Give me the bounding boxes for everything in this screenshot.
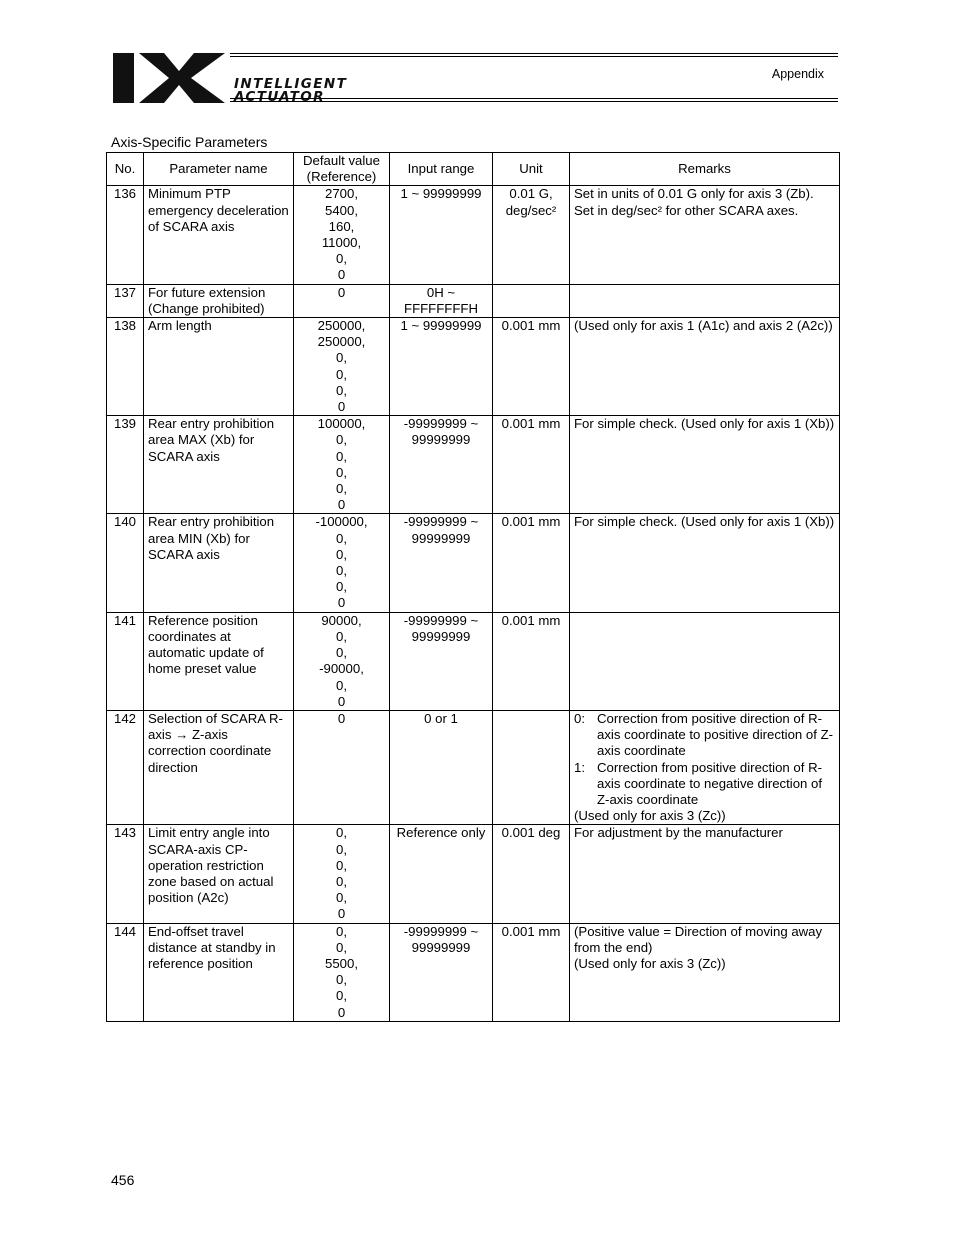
table-row bbox=[107, 416, 840, 514]
input-range: -99999999 ~ 99999999 bbox=[390, 416, 493, 514]
table-row bbox=[107, 612, 840, 710]
input-range: 1 ~ 99999999 bbox=[390, 186, 493, 284]
default-value: 250000, bbox=[317, 334, 366, 350]
section-label: Appendix bbox=[771, 67, 824, 81]
input-range: -99999999 ~ 99999999 bbox=[390, 514, 493, 612]
brand-name bbox=[234, 78, 347, 103]
param-no: 139 bbox=[107, 416, 144, 514]
param-no: 143 bbox=[107, 825, 144, 923]
unit: 0.001 mm bbox=[493, 318, 570, 416]
remark-line: (Used only for axis 1 (A1c) and axis 2 (A2c)) bbox=[574, 318, 833, 334]
param-name: Rear entry prohibition area MIN (Xb) for SCARA axis bbox=[144, 514, 294, 612]
default-value: 0 bbox=[337, 693, 346, 709]
unit: 0.001 mm bbox=[493, 416, 570, 514]
default-value: 0, bbox=[336, 530, 347, 546]
default-value: 160, bbox=[328, 218, 355, 234]
header-input-range: Input range bbox=[390, 153, 493, 186]
param-no: 140 bbox=[107, 514, 144, 612]
param-name: End-offset travel distance at standby in reference position bbox=[144, 923, 294, 1021]
default-value: 0 bbox=[337, 399, 346, 415]
remarks bbox=[570, 186, 840, 284]
param-name: Arm length bbox=[144, 318, 294, 416]
unit: 0.001 deg bbox=[493, 825, 570, 923]
default-value: 0 bbox=[337, 710, 346, 726]
param-name: Selection of SCARA R-axis → Z-axis correction coordinate direction bbox=[144, 710, 294, 824]
table-row bbox=[107, 923, 840, 1021]
input-range: -99999999 ~ 99999999 bbox=[390, 612, 493, 710]
param-no: 138 bbox=[107, 318, 144, 416]
header-unit: Unit bbox=[493, 153, 570, 186]
unit: 0.001 mm bbox=[493, 612, 570, 710]
ix-logo bbox=[113, 52, 233, 104]
table-row bbox=[107, 514, 840, 612]
default-value: 0, bbox=[336, 432, 347, 448]
default-value: 0, bbox=[336, 988, 347, 1004]
default-value: 0, bbox=[336, 563, 347, 579]
input-range: 0H ~ FFFFFFFFH bbox=[390, 284, 493, 317]
remarks bbox=[570, 612, 840, 710]
param-no: 142 bbox=[107, 710, 144, 824]
default-value: 0, bbox=[336, 382, 347, 398]
remark-option-text: Correction from positive direction of R-axis coordinate to negative direction of Z-axis coordinate bbox=[597, 759, 823, 807]
input-range: Reference only bbox=[390, 825, 493, 923]
default-values bbox=[294, 514, 390, 612]
input-range: 1 ~ 99999999 bbox=[390, 318, 493, 416]
brand-line-2: ACTUATOR bbox=[234, 88, 325, 105]
remark-line: For adjustment by the manufacturer bbox=[574, 825, 783, 841]
table-row bbox=[107, 284, 840, 317]
default-value: 0 bbox=[337, 1004, 346, 1020]
default-value: 0, bbox=[336, 857, 347, 873]
table-row bbox=[107, 186, 840, 284]
remark-option bbox=[574, 711, 835, 760]
default-value: 0, bbox=[336, 464, 347, 480]
default-value: 90000, bbox=[321, 612, 362, 628]
param-name: Minimum PTP emergency deceleration of SCARA axis bbox=[144, 186, 294, 284]
remarks bbox=[570, 416, 840, 514]
header-rule-bottom-2 bbox=[230, 101, 838, 102]
remark-line: For simple check. (Used only for axis 1 (Xb)) bbox=[574, 514, 835, 530]
param-name: For future extension (Change prohibited) bbox=[144, 284, 294, 317]
default-value: 0, bbox=[336, 939, 347, 955]
header-rule-bottom bbox=[230, 98, 838, 99]
default-value: 0 bbox=[337, 284, 346, 300]
default-values bbox=[294, 923, 390, 1021]
remark-line: For simple check. (Used only for axis 1 (Xb)) bbox=[574, 416, 835, 432]
remark-line: (Positive value = Direction of moving away from the end) bbox=[574, 923, 823, 955]
header-no: No. bbox=[107, 153, 144, 186]
table-title: Axis-Specific Parameters bbox=[111, 134, 268, 150]
default-value: 100000, bbox=[317, 416, 366, 432]
default-value: 11000, bbox=[321, 235, 362, 251]
default-values bbox=[294, 825, 390, 923]
param-no: 141 bbox=[107, 612, 144, 710]
default-value: 5500, bbox=[324, 955, 358, 971]
default-value: 0, bbox=[336, 972, 347, 988]
remarks bbox=[570, 318, 840, 416]
default-value: -100000, bbox=[315, 514, 368, 530]
default-value: 0 bbox=[337, 267, 346, 283]
default-value: 0 bbox=[337, 906, 346, 922]
default-values bbox=[294, 612, 390, 710]
default-value: -90000, bbox=[319, 661, 364, 677]
param-no: 136 bbox=[107, 186, 144, 284]
remark-tail: (Used only for axis 3 (Zc)) bbox=[574, 808, 726, 824]
default-values bbox=[294, 284, 390, 317]
remark-option-text: Correction from positive direction of R-axis coordinate to positive direction of Z-axis coordinate bbox=[597, 710, 834, 759]
remark-option-key: 0: bbox=[574, 710, 585, 726]
default-value: 0, bbox=[336, 366, 347, 382]
default-value: 0, bbox=[336, 579, 347, 595]
table-body bbox=[107, 186, 840, 1021]
remark-option bbox=[574, 760, 835, 809]
remarks bbox=[570, 825, 840, 923]
table-row bbox=[107, 825, 840, 923]
default-value: 0, bbox=[336, 890, 347, 906]
default-value: 0, bbox=[336, 628, 347, 644]
table-row bbox=[107, 710, 840, 824]
default-value: 0, bbox=[336, 448, 347, 464]
default-value: 0, bbox=[336, 825, 347, 841]
param-no: 144 bbox=[107, 923, 144, 1021]
default-value: 5400, bbox=[324, 202, 358, 218]
default-value: 0, bbox=[336, 841, 347, 857]
default-value: 0, bbox=[336, 677, 347, 693]
unit: 0.001 mm bbox=[493, 514, 570, 612]
header-rule-top-2 bbox=[230, 56, 838, 57]
remark-option-key: 1: bbox=[574, 759, 585, 775]
remark-line: (Used only for axis 3 (Zc)) bbox=[574, 955, 726, 971]
remarks bbox=[570, 710, 840, 824]
header-remarks: Remarks bbox=[570, 153, 840, 186]
input-range: -99999999 ~ 99999999 bbox=[390, 923, 493, 1021]
param-name: Reference position coordinates at automatic update of home preset value bbox=[144, 612, 294, 710]
default-value: 0, bbox=[336, 645, 347, 661]
default-values bbox=[294, 186, 390, 284]
remark-line: Set in units of 0.01 G only for axis 3 (Zb). Set in deg/sec² for other SCARA axes. bbox=[574, 186, 814, 218]
param-name: Rear entry prohibition area MAX (Xb) for SCARA axis bbox=[144, 416, 294, 514]
header-rule-top bbox=[230, 53, 838, 54]
unit bbox=[493, 284, 570, 317]
unit: 0.001 mm bbox=[493, 923, 570, 1021]
default-value: 0, bbox=[336, 546, 347, 562]
page-number: 456 bbox=[111, 1172, 135, 1188]
default-value: 250000, bbox=[317, 318, 366, 334]
default-value: 2700, bbox=[324, 186, 358, 202]
header-parameter-name: Parameter name bbox=[144, 153, 294, 186]
default-value: 0, bbox=[336, 481, 347, 497]
header-default-value: Default value (Reference) bbox=[294, 153, 390, 186]
unit: 0.01 G, deg/sec² bbox=[493, 186, 570, 284]
default-value: 0 bbox=[337, 497, 346, 513]
parameter-table bbox=[106, 152, 840, 1022]
default-value: 0, bbox=[336, 350, 347, 366]
table-header-row bbox=[107, 153, 840, 186]
input-range: 0 or 1 bbox=[390, 710, 493, 824]
default-values bbox=[294, 318, 390, 416]
unit bbox=[493, 710, 570, 824]
table-row bbox=[107, 318, 840, 416]
param-name: Limit entry angle into SCARA-axis CP-operation restriction zone based on actual position (A2c) bbox=[144, 825, 294, 923]
default-value: 0, bbox=[336, 873, 347, 889]
default-values bbox=[294, 710, 390, 824]
default-value: 0, bbox=[336, 251, 347, 267]
remarks bbox=[570, 514, 840, 612]
default-values bbox=[294, 416, 390, 514]
default-value: 0, bbox=[336, 923, 347, 939]
remarks bbox=[570, 284, 840, 317]
param-no: 137 bbox=[107, 284, 144, 317]
brand-line-1: INTELLIGENT bbox=[234, 76, 348, 92]
default-value: 0 bbox=[337, 595, 346, 611]
remarks bbox=[570, 923, 840, 1021]
